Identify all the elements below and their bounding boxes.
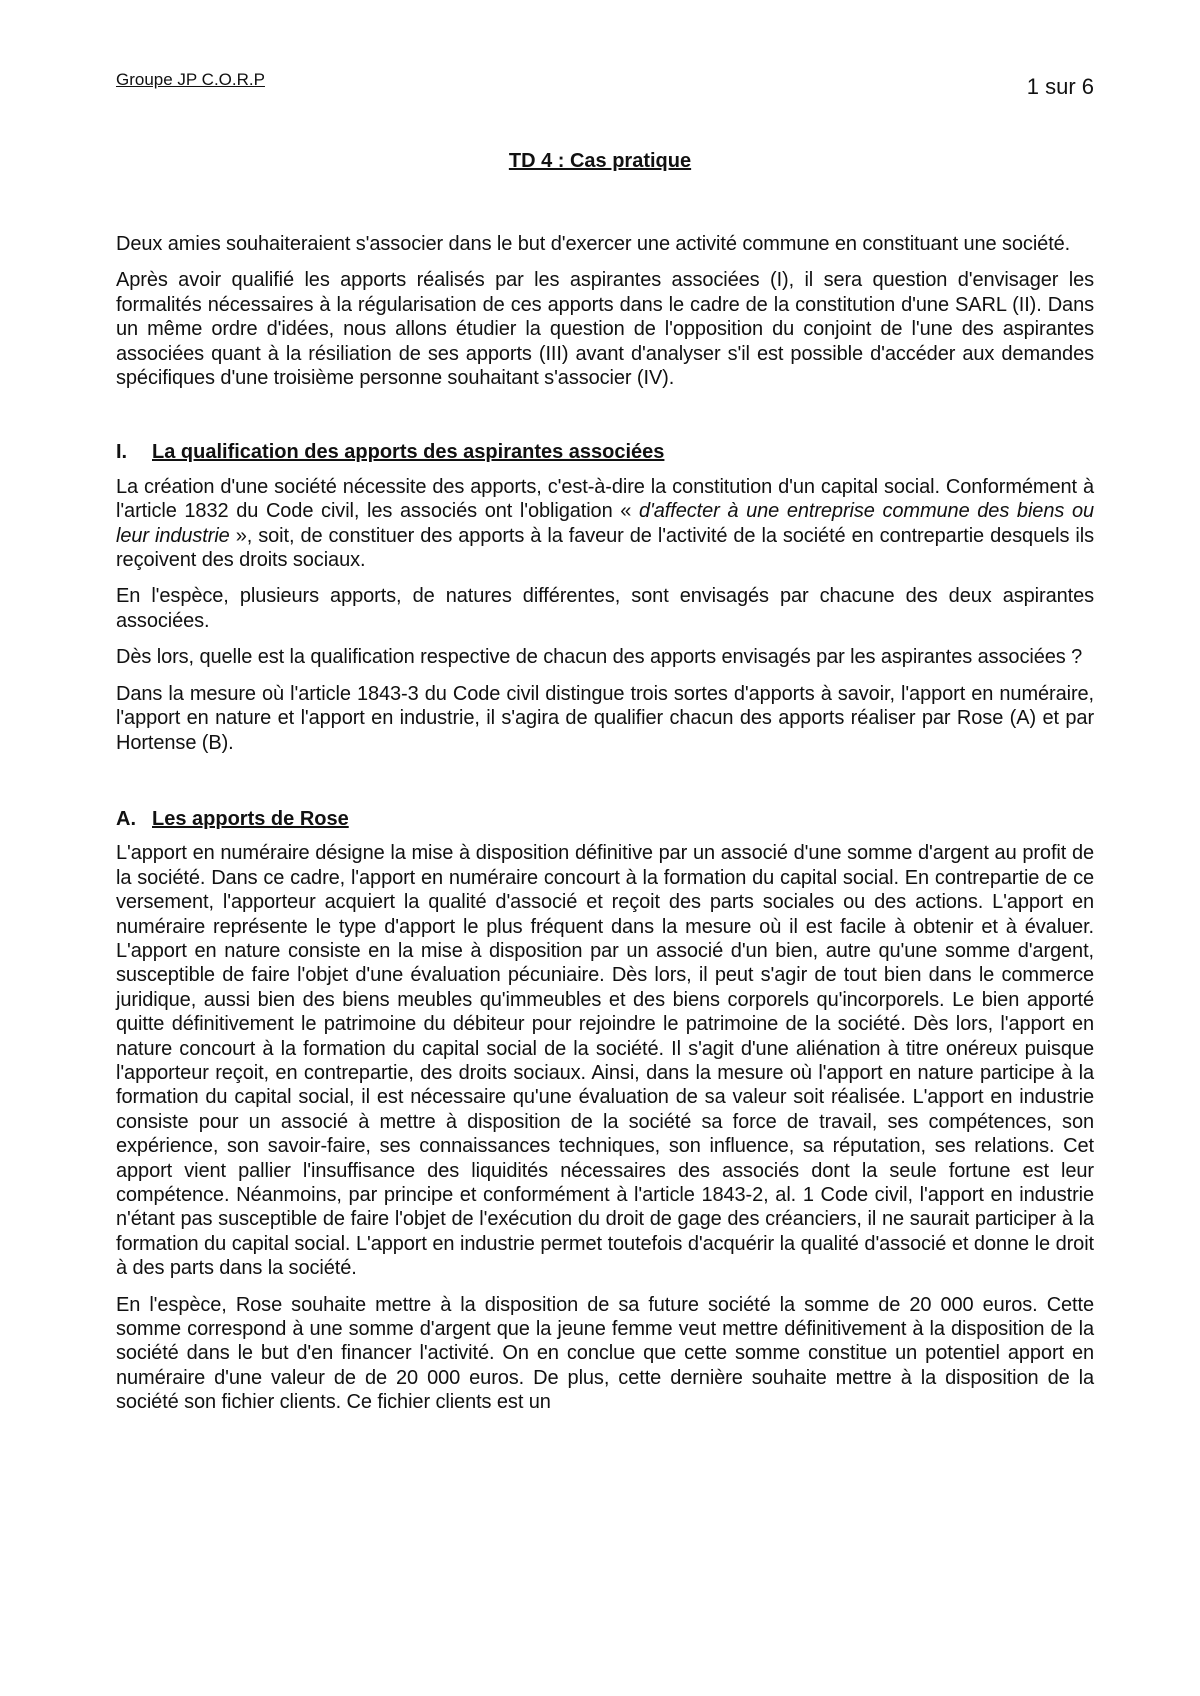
sectionA-paragraph-1: L'apport en numéraire désigne la mise à disposition définitive par un associé d'une somme d'argent au profit de la société. Dans ce cadre, l'apport en numéraire concourt à la formation du capital social. En contrepartie de ce versement, l'apporteur acquiert la qualité d'associé et reçoit des parts sociales ou des actions. L'apport en numéraire représente le type d'apport le plus fréquent dans la mesure où il est facile à obtenir et à évaluer. L'apport en nature consiste en la mise à disposition par un associé d'un bien, autre qu'une somme d'argent, susceptible de faire l'objet d'une évaluation pécuniaire. Dès lors, il peut s'agir de tout bien dans le commerce juridique, aussi bien des biens meubles qu'immeubles et des biens corporels qu'incorporels. Le bien apporté quitte définitivement le patrimoine du débiteur pour rejoindre le patrimoine de la société. Dès lors, l'apport en nature concourt à la formation du capital social de la société. Il s'agit d'une aliénation à titre onéreux puisque l'apporteur reçoit, en contrepartie, des droits sociaux. Ainsi, dans la mesure où l'apport en nature participe à la formation du capital social, il est nécessaire qu'une évaluation de sa valeur soit réalisée. L'apport en industrie consiste pour un associé à mettre à disposition de la société sa force de travail, ses compétences, son expérience, son savoir-faire, ses connaissances techniques, son influence, sa réputation, ses relations. Cet apport vient pallier l'insuffisance des liquidités nécessaires des associés dont la seule fortune est leur compétence. Néanmoins, par principe et conformément à l'article 1843-2, al. 1 Code civil, l'apport en industrie n'étant pas susceptible de faire l'objet de l'exécution du droit de gage des créanciers, il ne saurait participer à la formation du capital social. L'apport en industrie permet toutefois d'acquérir la qualité d'associé et donne le droit à des parts dans la société. [116, 842, 1094, 1280]
section-title: Les apports de Rose [152, 807, 349, 830]
section-heading-a [116, 807, 1094, 831]
section-title: La qualification des apports des aspirantes associées [152, 441, 665, 464]
text-run: », soit, de constituer des apports à la faveur de l'activité de la société en contrepartie desquels ils reçoivent des droits sociaux. [116, 524, 1094, 572]
text-run: La création d'une société nécessite des apports, c'est-à-dire la constitution d'un capital social. Conformément à l'article 1832 du Code civil, les associés ont l'obligation « [116, 475, 1094, 523]
sectionA-paragraph-2: En l'espèce, Rose souhaite mettre à la disposition de sa future société la somme de 20 000 euros. Cette somme correspond à une somme d'argent que la jeune femme veut mettre définitivement à la disposition de la société dans le but d'en financer l'activité. On en conclue que cette somme constitue un potentiel apport en numéraire d'une valeur de de 20 000 euros. De plus, cette dernière souhaite mettre à la disposition de la société son fichier clients. Ce fichier clients est un [116, 1293, 1094, 1414]
page-number: 1 sur 6 [1026, 74, 1094, 99]
section-heading-1 [116, 440, 1094, 464]
section1-paragraph-2: En l'espèce, plusieurs apports, de natures différentes, sont envisagés par chacune des deux aspirantes associées. [116, 585, 1094, 632]
section1-paragraph-3: Dès lors, quelle est la qualification respective de chacun des apports envisagés par les aspirantes associées ? [116, 646, 1083, 669]
intro-paragraph-1: Deux amies souhaiteraient s'associer dans le but d'exercer une activité commune en constituant une société. [116, 233, 1071, 255]
section1-paragraph-4: Dans la mesure où l'article 1843-3 du Code civil distingue trois sortes d'apports à savoir, l'apport en numéraire, l'apport en nature et l'apport en industrie, il s'agira de qualifier chacun des apports réaliser par Rose (A) et par Hortense (B). [116, 682, 1094, 754]
section-number: A. [116, 807, 136, 830]
section1-paragraph-1 [116, 475, 1094, 573]
quote-italic: d'affecter à une entreprise commune des biens ou leur industrie [116, 500, 1094, 547]
header-group-name: Groupe JP C.O.R.P [116, 70, 265, 89]
section-number: I. [116, 441, 128, 464]
document-title: TD 4 : Cas pratique [508, 150, 692, 172]
intro-paragraph-2: Après avoir qualifié les apports réalisés par les aspirantes associées (I), il sera question d'envisager les formalités nécessaires à la régularisation de ces apports dans le cadre de la constitution d'une SARL (II). Dans un même ordre d'idées, nous allons étudier la question de l'opposition du conjoint de l'une des aspirantes associées quant à la résiliation de ses apports (III) avant d'analyser s'il est possible d'accéder aux demandes spécifiques d'une troisième personne souhaitant s'associer (IV). [116, 269, 1094, 390]
document-body [116, 232, 1094, 1427]
